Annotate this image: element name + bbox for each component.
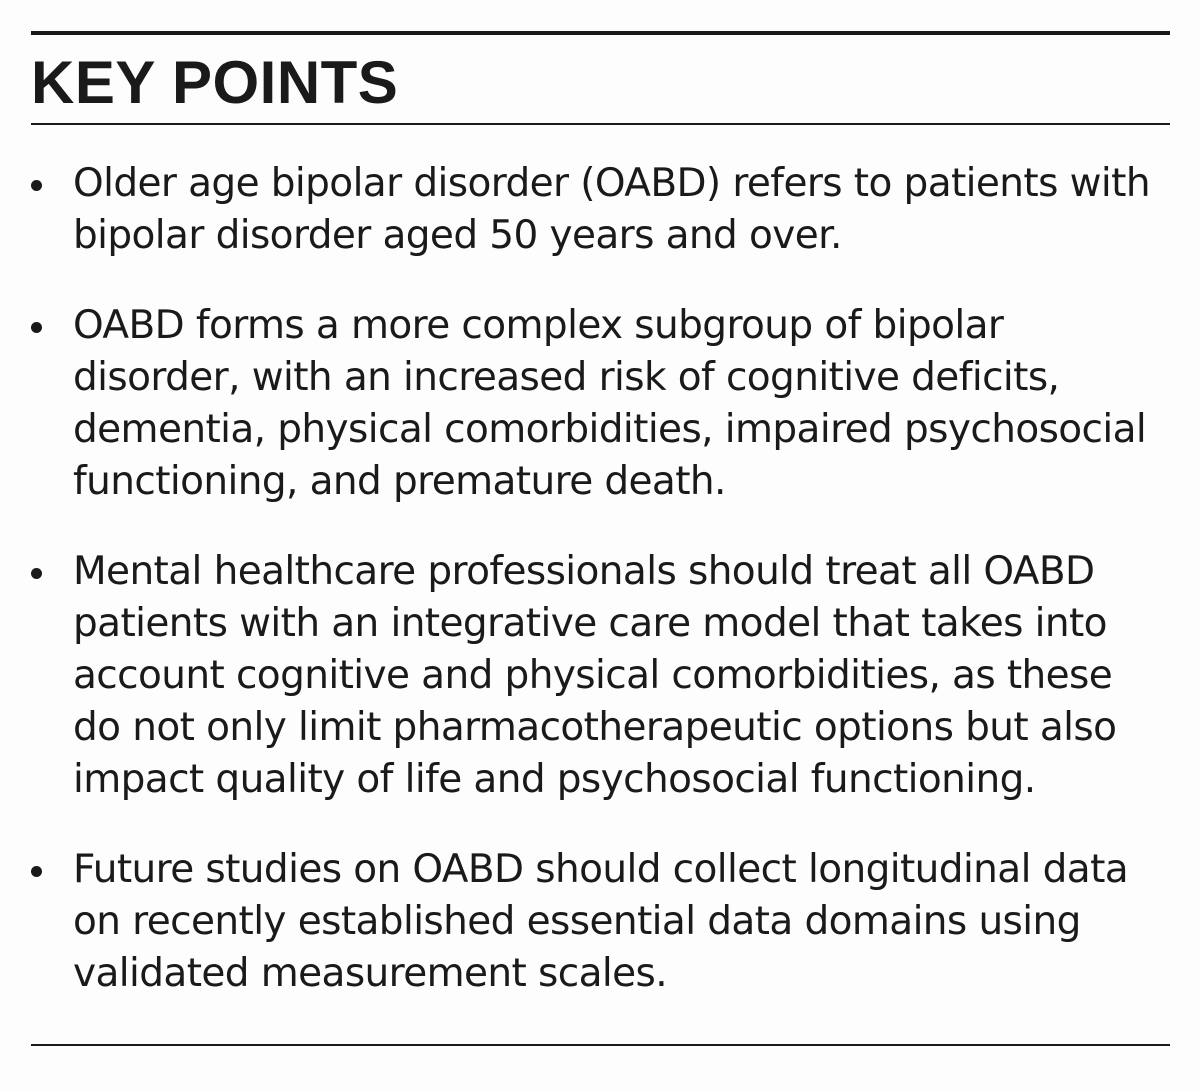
key-point-text: OABD forms a more complex subgroup of bipolar disorder, with an increased risk of cognitive deficits, dementia, physical comorbidities, impaired psychosocial functioning, and premature death.	[73, 303, 1147, 504]
bullet-icon	[31, 866, 42, 877]
key-point-text: Future studies on OABD should collect longitudinal data on recently established essential data domains using validated measurement scales.	[73, 847, 1129, 996]
key-point-text: Older age bipolar disorder (OABD) refers to patients with bipolar disorder aged 50 years and over.	[73, 161, 1150, 258]
key-point-text: Mental healthcare professionals should treat all OABD patients with an integrative care model that takes into account cognitive and physical comorbidities, as these do not only limit pharmacotherapeutic options but also impact quality of life and psychosocial functioning.	[73, 549, 1117, 802]
top-rule	[31, 31, 1170, 35]
key-point	[31, 300, 1170, 508]
key-points-box	[31, 31, 1170, 1046]
bottom-rule	[31, 1044, 1170, 1046]
key-point	[31, 158, 1170, 262]
bullet-icon	[31, 180, 42, 191]
key-points-list	[31, 158, 1170, 1038]
key-point	[31, 844, 1170, 1000]
key-point	[31, 546, 1170, 806]
key-points-title: KEY POINTS	[31, 49, 399, 116]
bullet-icon	[31, 568, 42, 579]
bullet-icon	[31, 322, 42, 333]
title-rule	[31, 123, 1170, 125]
